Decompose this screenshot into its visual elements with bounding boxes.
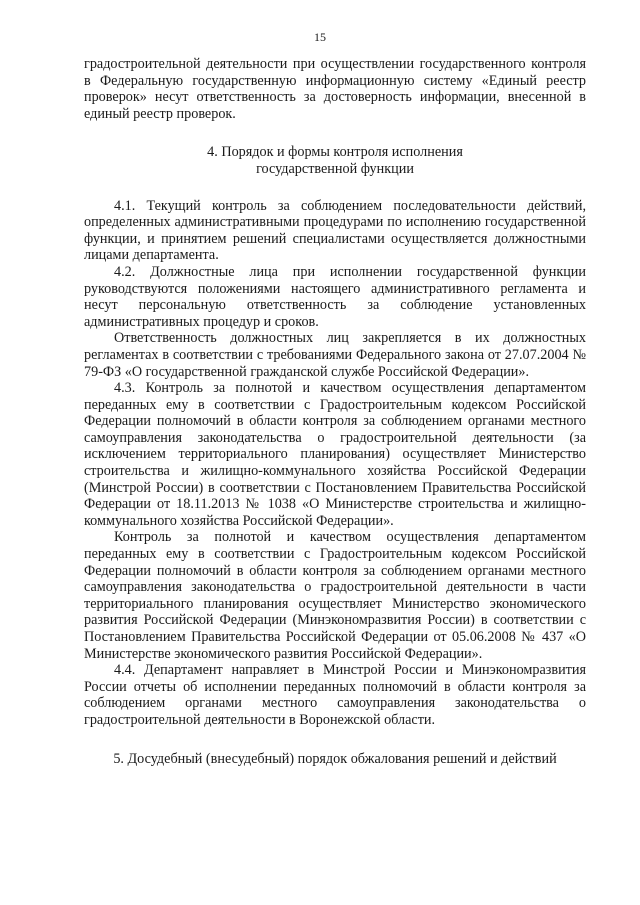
- section-5-title-line-1: 5. Досудебный (внесудебный) порядок обжалования решений и действий: [113, 750, 557, 767]
- paragraph-continued: градостроительной деятельности при осуществлении государственного контроля в Федеральную государственную информационную систему «Единый реестр проверок» несут ответственность за достоверность информации, внесенной в единый реестр проверок.: [84, 56, 586, 122]
- paragraph-4-1: 4.1. Текущий контроль за соблюдением последовательности действий, определенных административными процедурами по исполнению государственной функции, и принятием решений специалистами осуществляется должностными лицами департамента.: [84, 197, 586, 264]
- document-body: [84, 56, 586, 767]
- section-5-heading: [84, 751, 586, 768]
- page-number: 15: [314, 30, 326, 44]
- section-4-title-line-1: 4. Порядок и формы контроля исполнения: [207, 144, 463, 161]
- section-4-heading: [84, 144, 586, 177]
- paragraph-4-3: 4.3. Контроль за полнотой и качеством осуществления департаментом переданных ему в соответствии с Градостроительным кодексом Российской Федерации полномочий в области контроля за соблюдением органами местного самоуправления законодательства о градостроительной деятельности (за исключением территориального планирования) осуществляет Министерство строительства и жилищно-коммунального хозяйства Российской Федерации (Минстрой России) в соответствии с Постановлением Правительства Российской Федерации от 18.11.2013 № 1038 «О Министерстве строительства и жилищно-коммунального хозяйства Российской Федерации».: [84, 380, 586, 529]
- paragraph-responsibility: Ответственность должностных лиц закрепляется в их должностных регламентах в соответствии с требованиями Федерального закона от 27.07.2004 № 79-ФЗ «О государственной гражданской службе Российской Федерации».: [84, 330, 586, 380]
- paragraph-control-minek: Контроль за полнотой и качеством осуществления департаментом переданных ему в соответствии с Градостроительным кодексом Российской Федерации полномочий в области контроля за соблюдением органами местного самоуправления законодательства о градостроительной деятельности в части территориального планирования осуществляет Министерство экономического развития Российской Федерации (Минэкономразвития России) в соответствии с Постановлением Правительства Российской Федерации от 05.06.2008 № 437 «О Министерстве экономического развития Российской Федерации».: [84, 529, 586, 662]
- paragraph-4-2: 4.2. Должностные лица при исполнении государственной функции руководствуются положениями настоящего административного регламента и несут персональную ответственность за соблюдение установленных административных процедур и сроков.: [84, 263, 586, 330]
- section-4-title-line-2: государственной функции: [256, 160, 414, 177]
- paragraph-4-4: 4.4. Департамент направляет в Минстрой России и Минэкономразвития России отчеты об исполнении переданных полномочий в области контроля за соблюдением органами местного самоуправления законодательства о градостроительной деятельности в Воронежской области.: [84, 662, 586, 728]
